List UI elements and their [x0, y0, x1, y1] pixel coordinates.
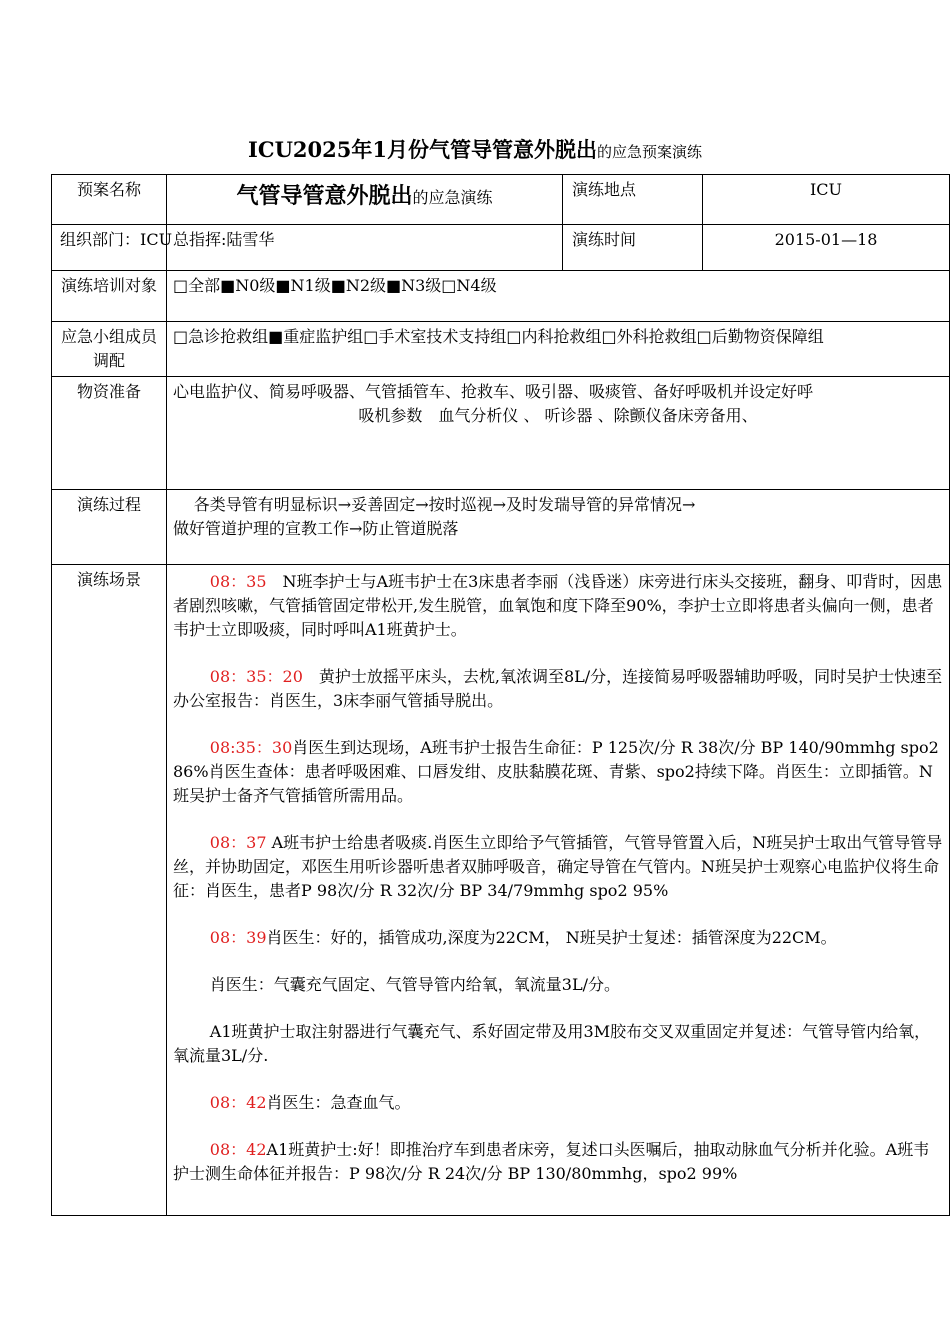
- scene-text: A班韦护士给患者吸痰.肖医生立即给予气管插管，气管导管置入后，N班吴护士取出气管导管导丝，并协助固定，邓医生用听诊器听患者双肺呼吸音，确定导管在气管内。N班吴护士观察心电监护仪将生命征：肖医生，患者P 98次/分 R 32次/分 BP 34/79mmhg spo2 95%: [173, 833, 943, 900]
- location-value: ICU: [703, 175, 950, 225]
- scene-text: A1班黄护士取注射器进行气囊充气、系好固定带及用3M胶布交叉双重固定并复述：气管导管内给氧，氧流量3L/分.: [173, 1022, 931, 1065]
- process-value: [167, 490, 950, 565]
- row-materials: [52, 377, 950, 490]
- scene-paragraph: [173, 570, 943, 642]
- scene-time: 08：35: [209, 572, 267, 591]
- time-value: 2015-01—18: [703, 225, 950, 271]
- materials-label: 物资准备: [52, 377, 167, 490]
- scene-text: 肖医生到达现场，A班韦护士报告生命征：P 125次/分 R 38次/分 BP 140/90mmhg spo2 86%肖医生查体：患者呼吸困难、口唇发绀、皮肤黏膜花斑、青紫、spo2持续下降。肖医生：立即插管。N班吴护士备齐气管插管所需用品。: [173, 738, 939, 805]
- scene-paragraph: [173, 1020, 943, 1068]
- row-scene: [52, 565, 950, 1216]
- document-title-main: ICU2025年1月份气管导管意外脱出: [248, 137, 597, 162]
- scene-time: 08：42: [209, 1093, 267, 1112]
- document-title: [0, 134, 950, 164]
- scene-time: 08:35：30: [209, 738, 293, 757]
- team-value: □急诊抢救组■重症监护组□手术室技术支持组□内科抢救组□外科抢救组□后勤物资保障组: [167, 322, 950, 377]
- time-label: 演练时间: [563, 225, 703, 271]
- scene-time: 08：37: [209, 833, 267, 852]
- trainees-value: □全部■N0级■N1级■N2级■N3级□N4级: [167, 271, 950, 322]
- scene-text: A1班黄护士:好！即推治疗车到患者床旁，复述口头医嘱后，抽取动脉血气分析并化验。A班韦护士测生命体征并报告：P 98次/分 R 24次/分 BP 130/80mmhg，spo2 99%: [173, 1140, 930, 1183]
- plan-name-cell: [167, 175, 563, 225]
- scene-paragraph: [173, 926, 943, 950]
- row-process: [52, 490, 950, 565]
- row-dept: [52, 225, 950, 271]
- document-title-suffix: 的应急预案演练: [596, 143, 702, 161]
- scene-time: 08：39: [209, 928, 267, 947]
- plan-name-suffix: 的应急演练: [412, 188, 493, 207]
- commander-cell: 总指挥:陆雪华: [167, 225, 563, 271]
- scene-content: [167, 565, 950, 1216]
- scene-time: 08：35：20: [209, 667, 303, 686]
- scene-label: 演练场景: [52, 565, 167, 1216]
- scene-paragraph: [173, 736, 943, 808]
- row-plan-name: [52, 175, 950, 225]
- location-label: 演练地点: [563, 175, 703, 225]
- plan-name-main: 气管导管意外脱出: [236, 183, 413, 209]
- materials-line-1: 心电监护仪、简易呼吸器、气管插管车、抢救车、吸引器、吸痰管、备好呼吸机并设定好呼: [173, 382, 814, 401]
- trainees-label: 演练培训对象: [52, 271, 167, 322]
- row-trainees: [52, 271, 950, 322]
- scene-text: 肖医生：好的，插管成功,深度为22CM， N班吴护士复述：插管深度为22CM。: [266, 928, 837, 947]
- plan-name-label: 预案名称: [52, 175, 167, 225]
- process-line-2: 做好管道护理的宣教工作→防止管道脱落: [173, 519, 459, 538]
- materials-line-2: 吸机参数 血气分析仪 、 听诊器 、除颤仪备床旁备用、: [358, 406, 758, 425]
- materials-value: [167, 377, 950, 490]
- scene-paragraph: [173, 1138, 943, 1186]
- process-label: 演练过程: [52, 490, 167, 565]
- scene-text: 黄护士放摇平床头，去枕,氧浓调至8L/分，连接简易呼吸器辅助呼吸，同时吴护士快速至办公室报告：肖医生，3床李丽气管插导脱出。: [173, 667, 943, 710]
- scene-time: 08：42: [209, 1140, 267, 1159]
- dept-cell: 组织部门：ICU: [52, 225, 167, 271]
- team-label: 应急小组成员调配: [52, 322, 167, 377]
- scene-paragraph: [173, 973, 943, 997]
- scene-text: 肖医生：气囊充气固定、气管导管内给氧，氧流量3L/分。: [209, 975, 620, 994]
- scene-paragraph: [173, 665, 943, 713]
- process-line-1: 各类导管有明显标识→妥善固定→按时巡视→及时发瑞导管的异常情况→: [193, 495, 696, 514]
- scene-paragraph: [173, 1091, 943, 1115]
- scene-paragraph: [173, 831, 943, 903]
- row-team: [52, 322, 950, 377]
- drill-table: [51, 174, 950, 1216]
- scene-text: N班李护士与A班韦护士在3床患者李丽（浅昏迷）床旁进行床头交接班，翻身、叩背时，因患者剧烈咳嗽，气管插管固定带松开,发生脱管，血氧饱和度下降至90%，李护士立即将患者头偏向一侧，患者韦护士立即吸痰，同时呼叫A1班黄护士。: [173, 572, 943, 639]
- scene-text: 肖医生：急查血气。: [266, 1093, 411, 1112]
